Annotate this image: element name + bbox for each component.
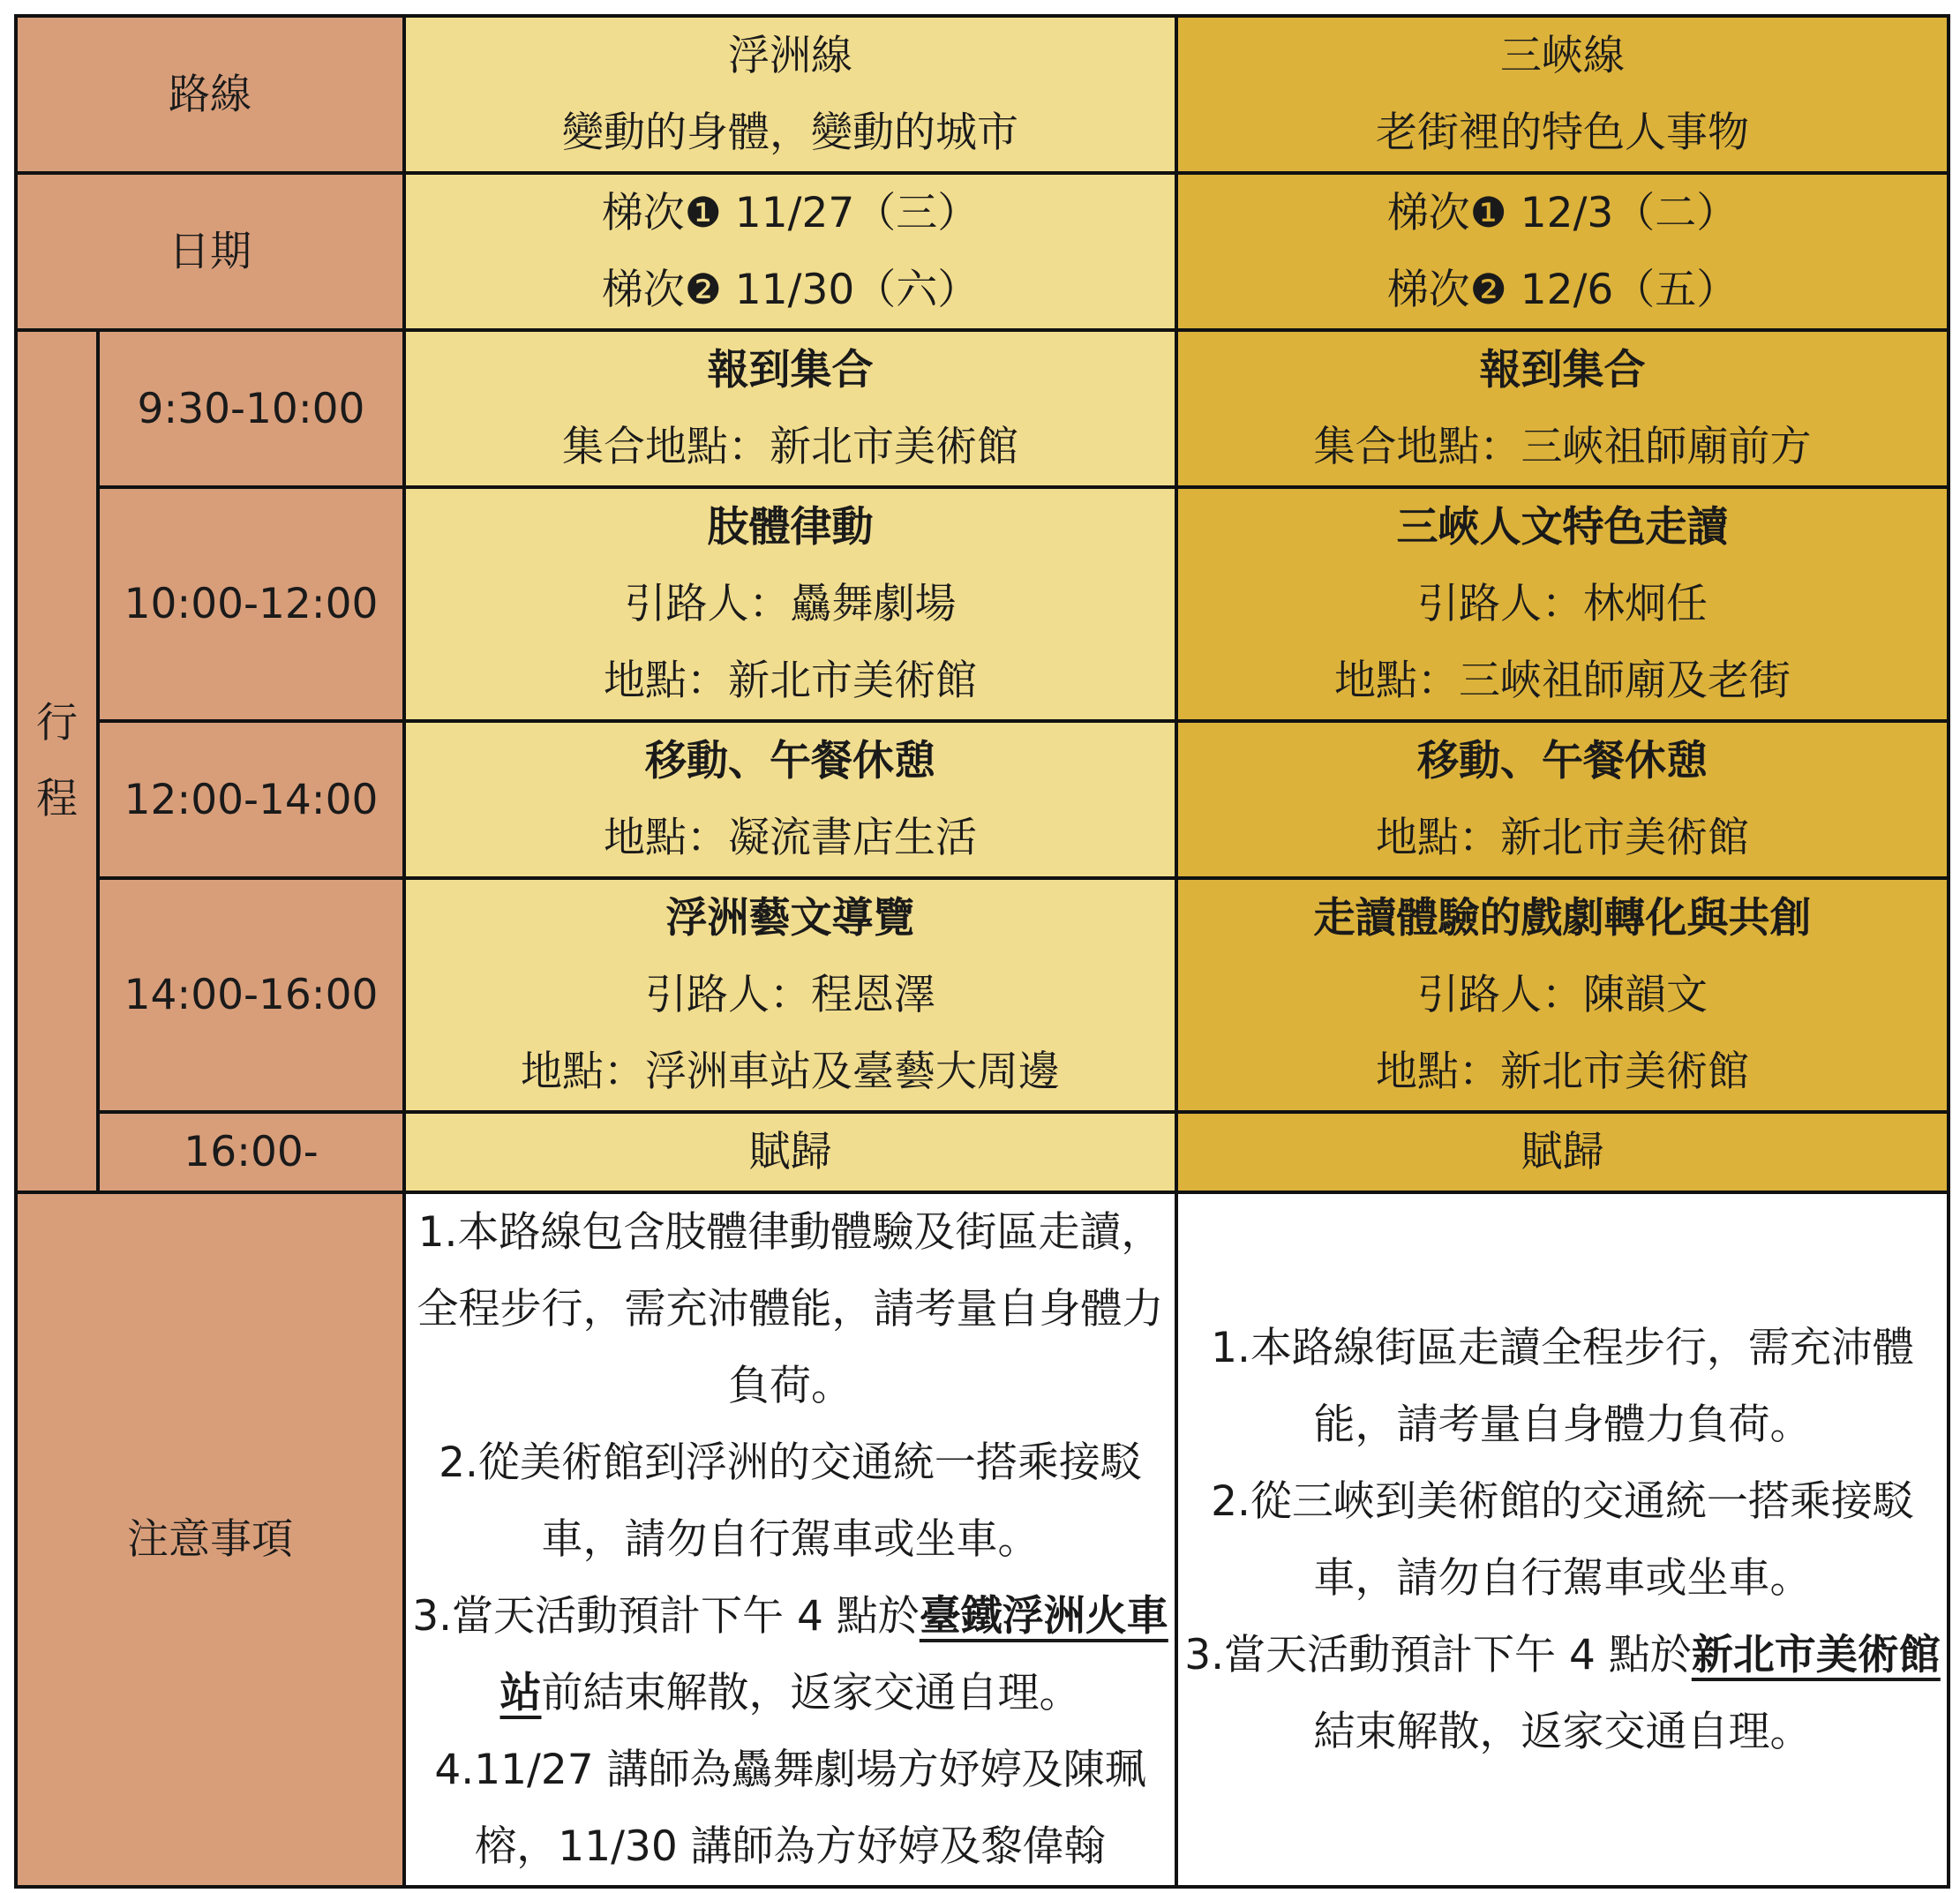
route-a-name: 浮洲線	[728, 32, 852, 80]
itinerary-label	[16, 330, 98, 1192]
note-item: 1.本路線包含肢體律動體驗及街區走讀，全程步行，需充沛體能，請考量自身體力負荷。	[417, 1208, 1164, 1410]
route-a-date-2: 梯次❷ 11/30（六）	[601, 266, 980, 314]
activity-title: 肢體律動	[707, 503, 874, 552]
route-b-name: 三峽線	[1500, 32, 1625, 80]
route-label: 路線	[16, 16, 404, 173]
route-a-activity	[404, 721, 1176, 878]
route-a-date-1: 梯次❶ 11/27（三）	[601, 189, 980, 237]
activity-title: 三峽人文特色走讀	[1396, 503, 1729, 552]
time-slot: 16:00-	[98, 1112, 404, 1192]
dates-label: 日期	[16, 173, 404, 330]
note-item: 1.本路線街區走讀全程步行，需充沛體能，請考量自身體力負荷。	[1211, 1323, 1914, 1449]
activity-title: 浮洲藝文導覽	[665, 894, 915, 943]
activity-location: 地點：凝流書店生活	[604, 814, 977, 862]
note-item: 2.從三峽到美術館的交通統一搭乘接駁車，請勿自行駕車或坐車。	[1211, 1476, 1914, 1603]
route-a-notes	[404, 1192, 1176, 1887]
activity-guide: 引路人：陳韻文	[1417, 971, 1708, 1019]
route-b-activity	[1176, 721, 1949, 878]
activity-title: 移動、午餐休憩	[645, 737, 935, 785]
note-item: 2.從美術館到浮洲的交通統一搭乘接駁車，請勿自行駕車或坐車。	[439, 1439, 1142, 1564]
route-b-activity	[1176, 330, 1949, 487]
notes-label: 注意事項	[16, 1192, 404, 1887]
notes-row	[16, 1192, 1949, 1887]
note-text: 3.當天活動預計下午 4 點於	[1184, 1630, 1692, 1679]
itinerary-row	[16, 878, 1949, 1112]
dates-row	[16, 173, 1949, 330]
activity-title: 移動、午餐休憩	[1417, 737, 1708, 785]
route-row	[16, 16, 1949, 173]
route-b-activity	[1176, 487, 1949, 721]
activity-location: 地點：新北市美術館	[604, 657, 977, 705]
route-a-activity	[404, 878, 1176, 1112]
activity-guide: 引路人：驫舞劇場	[624, 580, 957, 628]
activity-title: 報到集合	[1479, 346, 1646, 394]
route-a-return: 賦歸	[404, 1112, 1176, 1192]
route-b-activity	[1176, 878, 1949, 1112]
activity-title: 報到集合	[707, 346, 874, 394]
route-b-date-1: 梯次❶ 12/3（二）	[1386, 189, 1738, 237]
route-b-theme: 老街裡的特色人事物	[1376, 109, 1749, 157]
route-a-activity	[404, 330, 1176, 487]
activity-detail: 集合地點：新北市美術館	[562, 423, 1018, 471]
activity-guide: 引路人：林炯任	[1417, 580, 1708, 628]
note-text: 結束解散，返家交通自理。	[1313, 1707, 1812, 1756]
note-text: 3.當天活動預計下午 4 點於	[412, 1592, 920, 1641]
note-item: 4.11/27 講師為驫舞劇場方妤婷及陳珮榕，11/30 講師為方妤婷及黎偉翰	[434, 1746, 1146, 1871]
schedule-table	[14, 14, 1950, 1889]
time-slot: 12:00-14:00	[98, 721, 404, 878]
itinerary-row	[16, 330, 1949, 487]
route-b-notes	[1176, 1192, 1949, 1887]
itinerary-row	[16, 1112, 1949, 1192]
route-a-activity	[404, 487, 1176, 721]
time-slot: 9:30-10:00	[98, 330, 404, 487]
route-a-theme: 變動的身體，變動的城市	[562, 109, 1018, 157]
route-a-header	[404, 16, 1176, 173]
route-b-date-2: 梯次❷ 12/6（五）	[1386, 266, 1738, 314]
route-b-header	[1176, 16, 1949, 173]
note-emphasis: 新北市美術館	[1691, 1630, 1941, 1679]
activity-guide: 引路人：程恩澤	[645, 971, 935, 1019]
activity-location: 地點：浮洲車站及臺藝大周邊	[521, 1048, 1060, 1096]
itinerary-row	[16, 487, 1949, 721]
note-item	[1178, 1617, 1947, 1770]
note-text: 前結束解散，返家交通自理。	[541, 1669, 1081, 1717]
activity-location: 地點：三峽祖師廟及老街	[1334, 657, 1791, 705]
route-a-dates	[404, 173, 1176, 330]
activity-detail: 集合地點：三峽祖師廟前方	[1313, 423, 1812, 471]
activity-title: 走讀體驗的戲劇轉化與共創	[1313, 894, 1812, 943]
activity-location: 地點：新北市美術館	[1376, 814, 1749, 862]
time-slot: 14:00-16:00	[98, 878, 404, 1112]
itinerary-label-char-1: 行	[36, 698, 78, 747]
note-emphasis: 臺鐵浮洲火車站	[499, 1592, 1168, 1717]
route-b-return: 賦歸	[1176, 1112, 1949, 1192]
note-item	[406, 1578, 1175, 1731]
time-slot: 10:00-12:00	[98, 487, 404, 721]
itinerary-row	[16, 721, 1949, 878]
activity-location: 地點：新北市美術館	[1376, 1048, 1749, 1096]
itinerary-label-char-2: 程	[36, 774, 78, 823]
route-b-dates	[1176, 173, 1949, 330]
